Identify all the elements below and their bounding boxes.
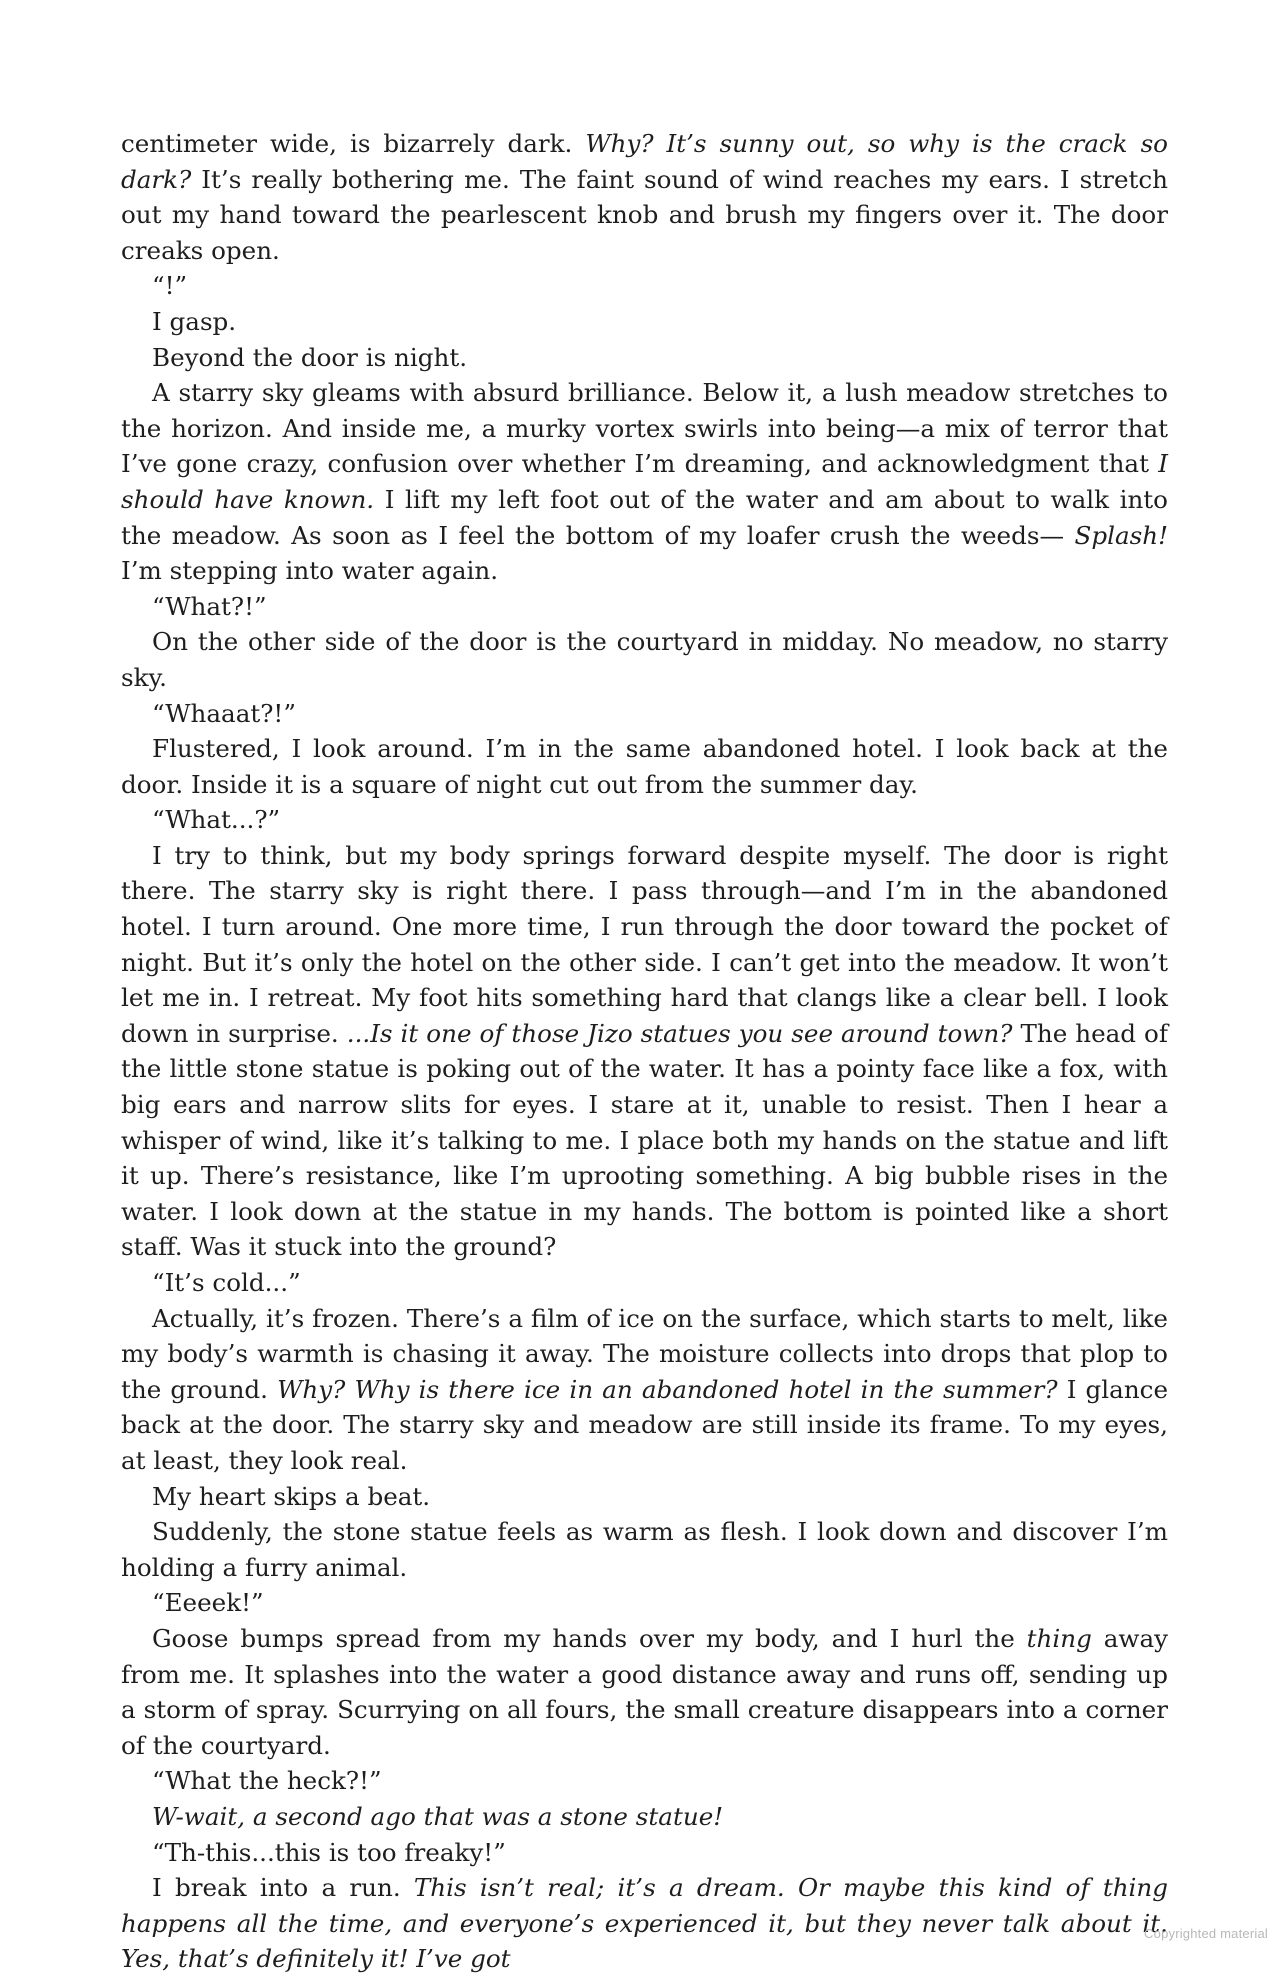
italic-text: Why? Why is there ice in an abandoned hotel in the summer?: [277, 1374, 1058, 1404]
text-run: “It’s cold...”: [152, 1268, 301, 1297]
text-run: Suddenly, the stone statue feels as warm as flesh. I look down and discover I’m holding a furry animal.: [121, 1517, 1168, 1582]
paragraph: [121, 589, 1168, 625]
italic-text: thing: [1026, 1623, 1092, 1653]
italic-text: ...Is it one of those Jizo statues you see around town?: [346, 1018, 1013, 1048]
text-run: My heart skips a beat.: [152, 1481, 431, 1511]
text-run: away from me. It splashes into the water a good distance away and runs off, sending up a storm of spray. Scurrying on all fours, the small creature disappears into a corner of the courtyard.: [121, 1623, 1168, 1760]
paragraph: [121, 340, 1168, 376]
text-run: I lift my left foot out of the water and am about to walk into the meadow. As soon as I feel the bottom of my loafer crush the weeds—: [121, 484, 1168, 550]
text-run: “Th-this...this is too freaky!”: [152, 1837, 506, 1867]
text-run: I break into a run.: [152, 1873, 414, 1903]
text-run: Beyond the door is night.: [152, 342, 468, 372]
paragraph: [121, 838, 1168, 1265]
paragraph: [121, 1301, 1168, 1479]
text-run: “What?!”: [152, 591, 267, 621]
text-run: I glance back at the door. The starry sky and meadow are still inside its frame. To my eyes, at least, they look real.: [121, 1374, 1168, 1475]
paragraph: [121, 268, 1168, 304]
text-run: The head of the little stone statue is poking out of the water. It has a pointy face like a fox, with big ears and narrow slits for eyes. I stare at it, unable to resist. Then I hear a whisper of wind, like it’s talking to me. I place both my hands on the statue and lift it up. There’s resistance, like I’m uprooting something. A big bubble rises in the water. I look down at the statue in my hands. The bottom is pointed like a short staff. Was it stuck into the ground?: [121, 1018, 1168, 1262]
paragraph: [121, 1763, 1168, 1799]
text-run: I gasp.: [152, 306, 237, 336]
text-run: “!”: [152, 271, 188, 301]
text-run: It’s really bothering me. The faint sound of wind reaches my ears. I stretch out my hand toward the pearlescent knob and brush my fingers over it. The door creaks open.: [121, 164, 1168, 265]
paragraph: [121, 1265, 1168, 1301]
italic-text: W-wait, a second ago that was a stone statue!: [152, 1801, 724, 1831]
paragraph: [121, 126, 1168, 268]
text-run: centimeter wide, is bizarrely dark.: [121, 129, 586, 158]
italic-text: I should have known.: [121, 449, 1168, 514]
copyright-watermark: Copyrighted material: [1144, 1926, 1268, 1941]
paragraph: [121, 624, 1168, 695]
paragraph: [121, 696, 1168, 732]
paragraph: [121, 731, 1168, 802]
text-run: I’m stepping into water again.: [121, 556, 499, 586]
italic-text: This isn’t real; it’s a dream. Or maybe this kind of thing happens all the time, and everyone’s experienced it, but they never talk about it. Yes, that’s definitely it! I’ve got: [121, 1873, 1168, 1974]
paragraph: [121, 1621, 1168, 1763]
text-run: “Eeeek!”: [152, 1588, 264, 1618]
paragraph: [121, 375, 1168, 589]
paragraph: [121, 1799, 1168, 1835]
page-body: [121, 126, 1168, 1977]
text-run: “Whaaat?!”: [152, 698, 296, 728]
paragraph: [121, 304, 1168, 340]
paragraph: [121, 1479, 1168, 1515]
text-run: Actually, it’s frozen. There’s a film of ice on the surface, which starts to melt, like my body’s warmth is chasing it away. The moisture collects into drops that plop to the ground.: [121, 1303, 1168, 1404]
text-run: A starry sky gleams with absurd brilliance. Below it, a lush meadow stretches to the horizon. And inside me, a murky vortex swirls into being—a mix of terror that I’ve gone crazy, confusion over whether I’m dreaming, and acknowledgment that: [121, 378, 1168, 479]
paragraph: [121, 1585, 1168, 1621]
paragraph: [121, 802, 1168, 838]
paragraph: [121, 1835, 1168, 1871]
paragraph: [121, 1514, 1168, 1585]
text-run: “What the heck?!”: [152, 1766, 382, 1796]
italic-text: Why? It’s sunny out, so why is the crack so dark?: [121, 129, 1168, 194]
text-run: I try to think, but my body springs forward despite myself. The door is right there. The starry sky is right there. I pass through—and I’m in the abandoned hotel. I turn around. One more time, I run through the door toward the pocket of night. But it’s only the hotel on the other side. I can’t get into the meadow. It won’t let me in. I retreat. My foot hits something hard that clangs like a clear bell. I look down in surprise.: [121, 840, 1168, 1048]
text-run: On the other side of the door is the courtyard in midday. No meadow, no starry sky.: [121, 627, 1168, 692]
text-run: Flustered, I look around. I’m in the same abandoned hotel. I look back at the door. Inside it is a square of night cut out from the summer day.: [121, 734, 1168, 799]
text-run: “What...?”: [152, 805, 281, 835]
paragraph: [121, 1870, 1168, 1977]
text-run: Goose bumps spread from my hands over my body, and I hurl the: [152, 1623, 1027, 1653]
italic-text: Splash!: [1074, 520, 1168, 550]
